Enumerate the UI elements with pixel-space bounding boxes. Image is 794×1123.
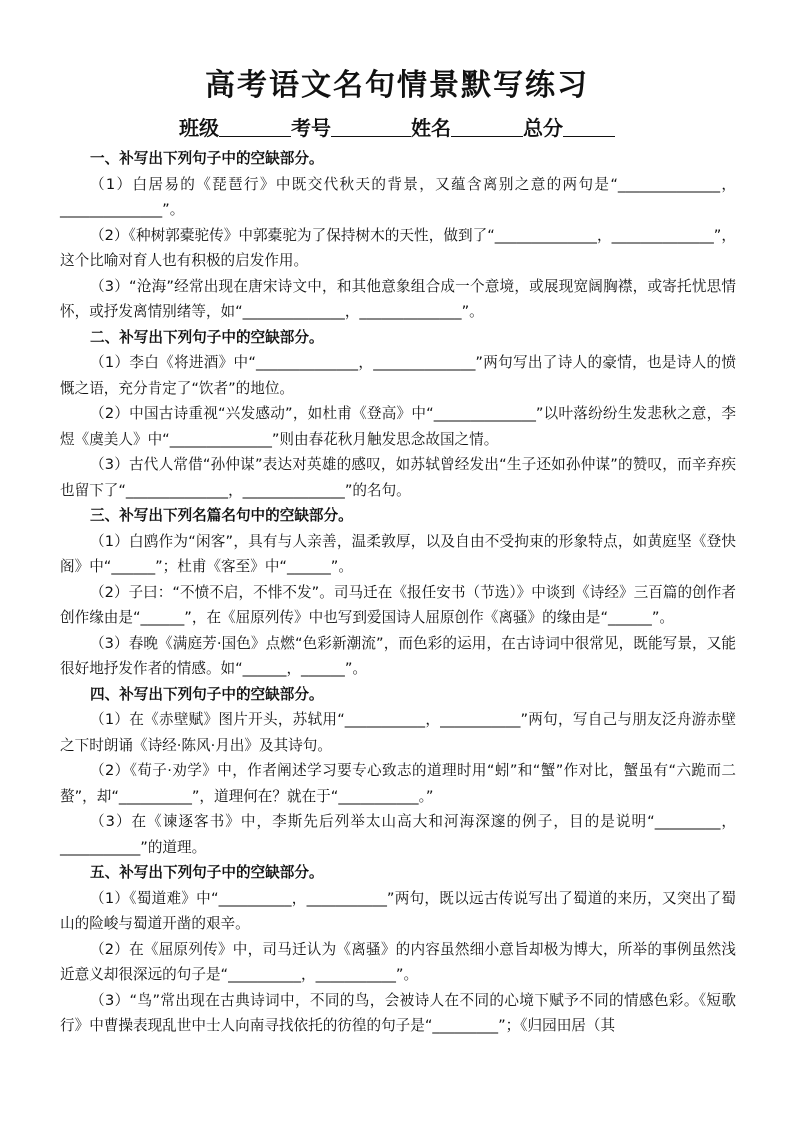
- question: （2）在《屈原列传》中，司马迁认为《离骚》的内容虽然细小意旨却极为博大，所举的事例虽然浅近意义却很深远的句子是“__________，___________”。: [60, 940, 736, 983]
- name-label: 姓名: [411, 116, 451, 140]
- question: （2）子曰：“不愤不启，不悱不发”。司马迁在《报任安书（节选）》中谈到《诗经》三百篇的创作者创作缘由是“______”，在《屈原列传》中也写到爱国诗人屈原创作《离骚》的缘由是“______”。: [60, 583, 736, 626]
- student-info-line: [0, 112, 794, 141]
- question: （1）白鸥作为“闲客”，具有与人亲善，温柔敦厚，以及自由不受拘束的形象特点，如黄庭坚《登快阁》中“______”；杜甫《客至》中“______”。: [60, 532, 736, 575]
- question: （3）“沧海”经常出现在唐宋诗文中，和其他意象组合成一个意境，或展现宽阔胸襟，或寄托忧思情怀，或抒发离情别绪等，如“______________，______________”。: [60, 277, 736, 320]
- question: （3）在《谏逐客书》中，李斯先后列举太山高大和河海深邃的例子，目的是说明“_________，___________”的道理。: [60, 813, 736, 856]
- question: （3）“鸟”常出现在古典诗词中，不同的鸟，会被诗人在不同的心境下赋予不同的情感色彩。《短歌行》中曹操表现乱世中士人向南寻找依托的彷徨的句子是“_________”；《归园田居（其: [60, 991, 736, 1034]
- class-blank: [219, 116, 291, 137]
- section-heading: 五、补写出下列句子中的空缺部分。: [90, 864, 324, 881]
- question: （1）李白《将进酒》中“______________，______________”两句写出了诗人的豪情，也是诗人的愤慨之语，充分肯定了“饮者”的地位。: [60, 354, 736, 397]
- section-heading: 四、补写出下列句子中的空缺部分。: [90, 685, 324, 703]
- exam-no-blank: [331, 116, 411, 137]
- page-title: 高考语文名句情景默写练习: [205, 68, 589, 103]
- score-blank: [563, 116, 615, 137]
- question: （1）白居易的《琵琶行》中既交代秋天的背景，又蕴含离别之意的两句是“______________，______________”。: [60, 175, 736, 218]
- section-heading: 一、补写出下列句子中的空缺部分。: [90, 150, 324, 167]
- question: （1）《蜀道难》中“__________，___________”两句，既以远古传说写出了蜀道的来历，又突出了蜀山的险峻与蜀道开凿的艰辛。: [60, 889, 736, 932]
- question: （2）《荀子·劝学》中，作者阐述学习要专心致志的道理时用“蚓”和“蟹”作对比，蟹虽有“六跪而二螯”，却“__________”，道理何在？就在于“___________。”: [60, 762, 736, 805]
- exam-no-label: 考号: [291, 116, 331, 140]
- score-label: 总分: [523, 116, 563, 140]
- question: （2）中国古诗重视“兴发感动”，如杜甫《登高》中“______________”以叶落纷纷生发悲秋之意，李煜《虞美人》中“______________”则由春花秋月触发思念故国之情。: [60, 405, 736, 448]
- name-blank: [451, 116, 523, 137]
- section-heading: 三、补写出下列名篇名句中的空缺部分。: [90, 507, 353, 524]
- question: （3）春晚《满庭芳·国色》点燃“色彩新潮流”，而色彩的运用，在古诗词中很常见，既能写景，又能很好地抒发作者的情感。如“______，______”。: [60, 634, 736, 677]
- question: （1）在《赤壁赋》图片开头，苏轼用“___________，___________”两句，写自己与朋友泛舟游赤壁之下时朗诵《诗经·陈风·月出》及其诗句。: [60, 711, 736, 754]
- question: （2）《种树郭橐驼传》中郭橐驼为了保持树木的天性，做到了“______________，______________”，这个比喻对育人也有积极的启发作用。: [60, 226, 736, 269]
- section-heading: 二、补写出下列句子中的空缺部分。: [90, 328, 324, 346]
- question: （3）古代人常借“孙仲谋”表达对英雄的感叹，如苏轼曾经发出“生子还如孙仲谋”的赞叹，而辛弃疾也留下了“______________，______________”的名句。: [60, 456, 736, 499]
- class-label: 班级: [179, 116, 219, 140]
- worksheet-body: [60, 146, 736, 1039]
